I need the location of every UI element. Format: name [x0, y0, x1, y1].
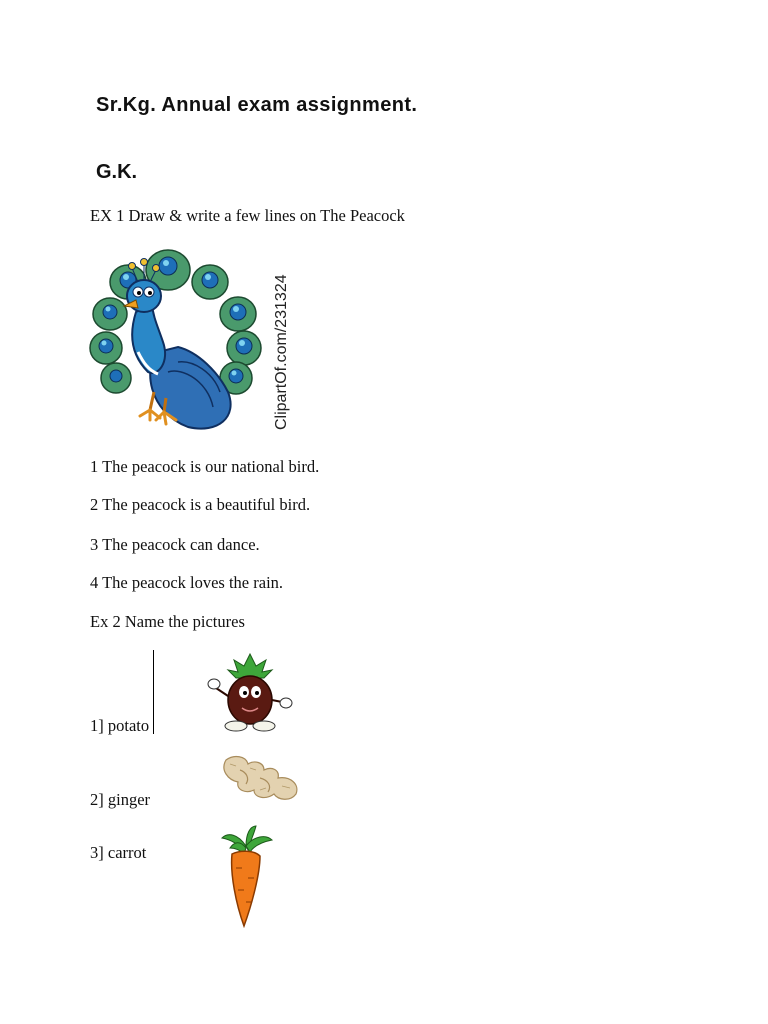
ginger-icon [220, 750, 304, 806]
page-title: Sr.Kg. Annual exam assignment. [96, 94, 418, 116]
exercise-1-heading: EX 1 Draw & write a few lines on The Peacock [90, 206, 405, 225]
potato-icon [206, 648, 294, 734]
carrot-icon [218, 824, 274, 928]
subject-heading: G.K. [96, 161, 138, 183]
sentence-4: 4 The peacock loves the rain. [90, 573, 284, 592]
exercise-2-heading: Ex 2 Name the pictures [90, 612, 245, 631]
peacock-image [88, 242, 304, 438]
item-carrot-label: 3] carrot [90, 843, 147, 862]
text-cursor [153, 650, 154, 734]
sentence-3: 3 The peacock can dance. [90, 535, 260, 554]
item-potato-label: 1] potato [90, 716, 150, 735]
sentence-1: 1 The peacock is our national bird. [90, 457, 320, 476]
item-ginger-label: 2] ginger [90, 790, 151, 809]
sentence-2: 2 The peacock is a beautiful bird. [90, 495, 311, 514]
clipart-watermark: ClipartOf.com/231324 [273, 274, 290, 430]
